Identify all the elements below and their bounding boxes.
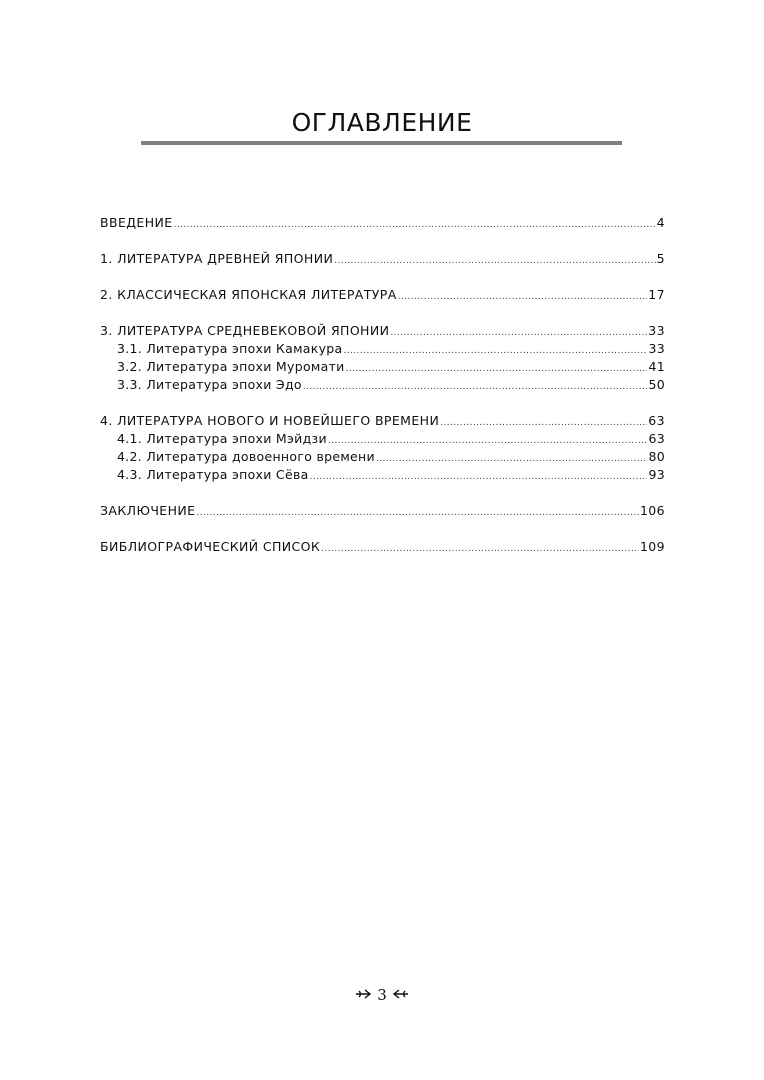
toc-entry-chapter-2[interactable] <box>100 286 665 304</box>
toc-leader-dots <box>376 450 648 468</box>
toc-entry-section-3-1[interactable] <box>100 340 665 358</box>
toc-entry-page: 63 <box>648 413 665 428</box>
toc-leader-dots <box>334 252 655 270</box>
toc-entry-section-3-2[interactable] <box>100 358 665 376</box>
toc-entry-page: 4 <box>656 215 665 230</box>
toc-leader-dots <box>398 288 648 306</box>
toc-entry-chapter-4[interactable] <box>100 412 665 430</box>
right-ornament-icon <box>391 989 409 1002</box>
toc-entry-label: 4.1. Литература эпохи Мэйдзи <box>117 431 327 446</box>
toc-entry-label: 2. КЛАССИЧЕСКАЯ ЯПОНСКАЯ ЛИТЕРАТУРА <box>100 287 397 302</box>
toc-entry-introduction[interactable] <box>100 214 665 232</box>
toc-entry-page: 33 <box>648 341 665 356</box>
toc-entry-label: 4.3. Литература эпохи Сёва <box>117 467 309 482</box>
toc-leader-dots <box>303 378 648 396</box>
toc-entry-chapter-1[interactable] <box>100 250 665 268</box>
toc-entry-section-3-3[interactable] <box>100 376 665 394</box>
toc-entry-section-4-3[interactable] <box>100 466 665 484</box>
toc-entry-page: 17 <box>648 287 665 302</box>
toc-entry-page: 5 <box>656 251 665 266</box>
toc-entry-bibliography[interactable] <box>100 538 665 556</box>
left-ornament-icon <box>355 989 373 1002</box>
toc-leader-dots <box>328 432 648 450</box>
page-footer <box>0 986 764 1004</box>
page-number: 3 <box>377 986 387 1004</box>
toc-leader-dots <box>174 216 656 234</box>
toc-entry-page: 33 <box>648 323 665 338</box>
toc-entry-page: 41 <box>648 359 665 374</box>
toc-entry-label: 3.3. Литература эпохи Эдо <box>117 377 302 392</box>
toc-entry-label: 3. ЛИТЕРАТУРА СРЕДНЕВЕКОВОЙ ЯПОНИИ <box>100 323 390 338</box>
toc-leader-dots <box>321 540 639 558</box>
toc-entry-label: 1. ЛИТЕРАТУРА ДРЕВНЕЙ ЯПОНИИ <box>100 251 334 266</box>
toc-entry-label: 4. ЛИТЕРАТУРА НОВОГО И НОВЕЙШЕГО ВРЕМЕНИ <box>100 413 440 428</box>
toc-entry-page: 63 <box>648 431 665 446</box>
title-underline <box>141 141 622 145</box>
toc-entry-label: БИБЛИОГРАФИЧЕСКИЙ СПИСОК <box>100 539 321 554</box>
toc-entry-section-4-1[interactable] <box>100 430 665 448</box>
toc-entry-page: 106 <box>639 503 665 518</box>
toc-entry-section-4-2[interactable] <box>100 448 665 466</box>
toc-entry-page: 109 <box>639 539 665 554</box>
toc-entry-label: 4.2. Литература довоенного времени <box>117 449 375 464</box>
toc-leader-dots <box>196 504 638 522</box>
toc-entry-label: 3.2. Литература эпохи Муромати <box>117 359 345 374</box>
toc-leader-dots <box>344 342 648 360</box>
toc-entry-conclusion[interactable] <box>100 502 665 520</box>
toc-leader-dots <box>346 360 648 378</box>
toc-entry-page: 93 <box>648 467 665 482</box>
toc-entry-label: 3.1. Литература эпохи Камакура <box>117 341 343 356</box>
page-title: ОГЛАВЛЕНИЕ <box>291 108 473 137</box>
toc-leader-dots <box>390 324 647 342</box>
toc-entry-page: 50 <box>648 377 665 392</box>
toc-leader-dots <box>310 468 648 486</box>
toc-entry-page: 80 <box>648 449 665 464</box>
toc-entry-label: ВВЕДЕНИЕ <box>100 215 173 230</box>
toc-entry-label: ЗАКЛЮЧЕНИЕ <box>100 503 196 518</box>
toc-leader-dots <box>440 414 647 432</box>
table-of-contents <box>100 214 665 556</box>
toc-entry-chapter-3[interactable] <box>100 322 665 340</box>
